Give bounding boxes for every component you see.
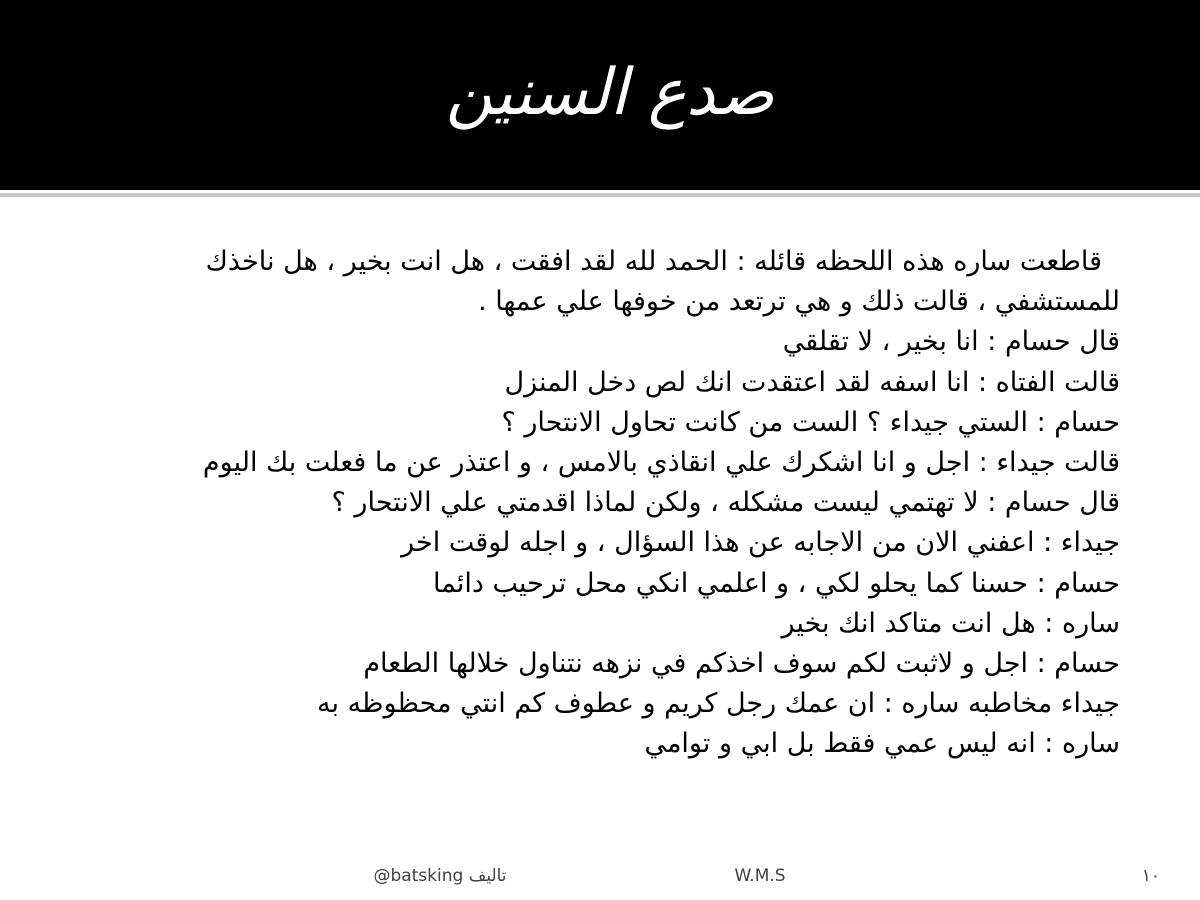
page-number: ١٠	[1141, 866, 1160, 886]
body-line: حسام : الستي جيداء ؟ الست من كانت تحاول الانتحار ؟	[501, 406, 1120, 438]
slide-title: صدع السنين	[445, 56, 775, 130]
body-line: قالت الفتاه : انا اسفه لقد اعتقدت انك لص دخل المنزل	[504, 366, 1120, 398]
title-divider-dark	[0, 186, 1200, 190]
body-line: ساره : انه ليس عمي فقط بل ابي و توامي	[644, 728, 1120, 760]
footer-initials: W.M.S	[734, 866, 786, 886]
body-line: قالت جيداء : اجل و انا اشكرك علي انقاذي بالامس ، و اعتذر عن ما فعلت بك اليوم	[202, 447, 1120, 479]
body-line: قال حسام : انا بخير ، لا تقلقي	[782, 326, 1120, 358]
body-line: قال حسام : لا تهتمي ليست مشكله ، ولكن لماذا اقدمتي علي الانتحار ؟	[331, 487, 1120, 519]
body-line: حسام : حسنا كما يحلو لكي ، و اعلمي انكي محل ترحيب دائما	[433, 567, 1120, 599]
body-paragraph: قاطعت ساره هذه اللحظه قائله : الحمد لله لقد افقت ، هل انت بخير ، هل ناخذك للمستشفي ، قالت ذلك و هي ترتعد من خوفها علي عمها .	[205, 246, 1120, 318]
body-line: ساره : هل انت متاكد انك بخير	[781, 607, 1120, 639]
body-line: جيداء : اعفني الان من الاجابه عن هذا السؤال ، و اجله لوقت اخر	[401, 527, 1120, 559]
slide-body	[80, 242, 1120, 765]
body-line: جيداء مخاطبه ساره : ان عمك رجل كريم و عطوف كم انتي محظوظه به	[316, 688, 1120, 720]
title-divider-light	[0, 193, 1200, 197]
footer-author: @batsking تاليف	[373, 866, 507, 886]
body-line: حسام : اجل و لاثبت لكم سوف اخذكم في نزهه نتناول خلالها الطعام	[363, 648, 1120, 680]
